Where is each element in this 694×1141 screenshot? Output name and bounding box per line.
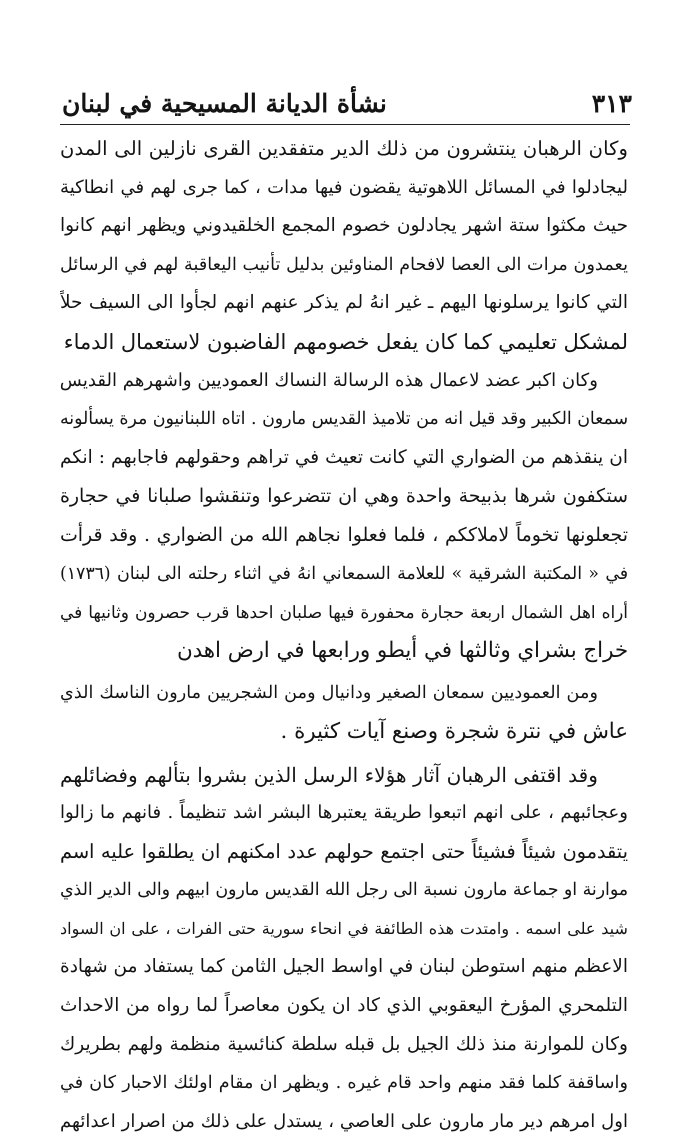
text-line: واساقفة كلما فقد منهم واحد قام غيره . ويظهر ان مقام اولئك الاحبار كان في <box>60 1073 628 1094</box>
header-rule <box>60 124 630 125</box>
text-line: يعمدون مرات الى العصا لافحام المناوئين بدليل تأنيب اليعاقبة لهم في الرسائل <box>60 254 628 275</box>
text-line: التي كانوا يرسلونها اليهم ـ غير انهُ لم يذكر عنهم انهم لجأوا الى السيف حلاً <box>60 292 628 314</box>
text-line: أراه اهل الشمال اربعة حجارة محفورة فيها صلبان احدها قرب حصرون وثانيها في <box>60 602 628 623</box>
text-line: ليجادلوا في المسائل اللاهوتية يقضون فيها مدات ، كما جرى لهم في انطاكية <box>60 176 628 198</box>
running-header <box>62 78 632 118</box>
text-line: سمعان الكبير وقد قيل انه من تلاميذ القديس مارون . اتاه اللبنانيون مرة يسألونه <box>60 409 628 430</box>
text-line: اول امرهم دير مار مارون على العاصي ، يستدل على ذلك من اصرار اعدائهم <box>60 1110 628 1132</box>
text-line: ستكفون شرها بذبيحة واحدة وهي ان تتضرعوا وتنقشوا صلبانا في حجارة <box>60 485 628 508</box>
text-line: وقد اقتفى الرهبان آثار هؤلاء الرسل الذين بشروا بتألهم وفضائلهم <box>60 762 598 787</box>
text-line: موارنة او جماعة مارون نسبة الى رجل الله القديس مارون ابيهم والى الدير الذي <box>60 880 628 901</box>
text-line: وكان للموارنة منذ ذلك الجيل بل قبله سلطة كنائسية منظمة ولهم بطريرك <box>60 1033 628 1055</box>
text-line: وكان الرهبان ينتشرون من ذلك الدير متفقدين القرى نازلين الى المدن <box>60 137 628 160</box>
page-number: ٣١٣ <box>591 89 632 118</box>
text-line: ان ينقذهم من الضواري التي كانت تعيث في تراهم وحقولهم فاجابهم : انكم <box>60 446 628 468</box>
text-line: يتقدمون شيئاً فشيئاً حتى اجتمع حولهم عدد امكنهم ان يطلقوا عليه اسم <box>60 839 628 863</box>
text-line: في « المكتبة الشرقية » للعلامة السمعاني انهُ في اثناء رحلته الى لبنان (١٧٣٦) <box>60 563 628 584</box>
text-line: وكان اكبر عضد لاعمال هذه الرسالة النساك العموديين واشهرهم القديس <box>60 369 598 391</box>
text-line: شيد على اسمه . وامتدت هذه الطائفة في انحاء سورية حتى الفرات ، على ان السواد <box>60 918 628 938</box>
text-line: حيث مكثوا ستة اشهر يجادلون خصوم المجمع الخلقيدوني ويظهر انهم كانوا <box>60 215 628 237</box>
body-text <box>60 130 628 1141</box>
text-line: التلمحري المؤرخ اليعقوبي الذي كاد ان يكون معاصراً لما رواه من الاحداث <box>60 995 628 1017</box>
text-line: عاش في نترة شجرة وصنع آيات كثيرة . <box>280 718 628 744</box>
text-line: لمشكل تعليمي كما كان يفعل خصومهم الفاضبون لاستعمال الدماء <box>63 329 628 354</box>
text-line: تجعلونها تخوماً لاملاككم ، فلما فعلوا نجاهم الله من الضواري . وقد قرأت <box>60 523 628 546</box>
text-line: خراج بشراي وثالثها في أيطو ورابعها في ارض اهدن <box>176 637 628 663</box>
text-line: ومن العموديين سمعان الصغير ودانيال ومن الشجريين مارون الناسك الذي <box>60 683 598 704</box>
running-title: نشأة الديانة المسيحية في لبنان <box>62 89 387 118</box>
text-line: الاعظم منهم استوطن لبنان في اواسط الجيل الثامن كما يستفاد من شهادة <box>60 956 628 978</box>
text-line: وعجائبهم ، على انهم اتبعوا طريقة يعتبرها البشر اشد تنظيماً . فانهم ما زالوا <box>60 802 628 824</box>
